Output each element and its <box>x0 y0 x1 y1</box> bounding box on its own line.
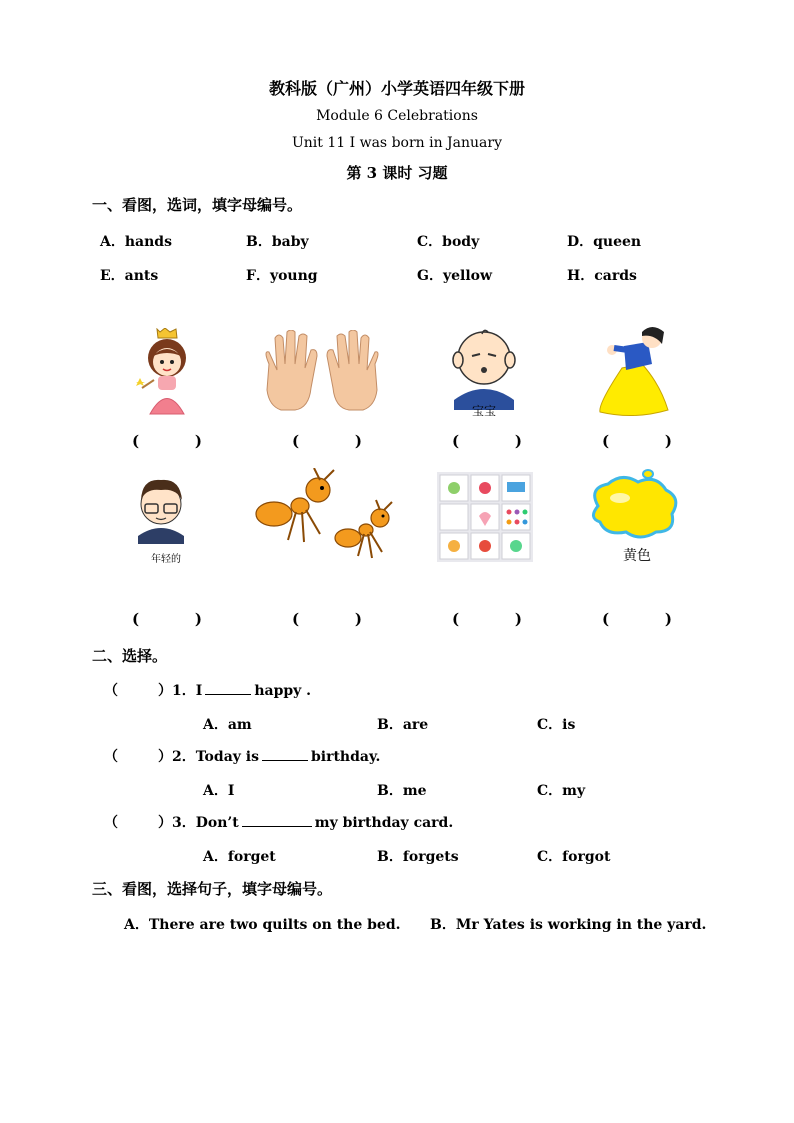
question-stem-post: happy . <box>254 683 312 699</box>
cards-icon <box>437 472 533 562</box>
young-caption: 年轻的 <box>151 554 181 565</box>
question-2 <box>104 746 380 766</box>
answer-blank-5[interactable]: ( ) <box>132 610 202 628</box>
ants-icon <box>248 468 398 564</box>
section3-heading: 三、看图，选择句子，填字母编号。 <box>92 880 333 898</box>
answer-blank-4[interactable]: ( ) <box>602 432 672 450</box>
q3-option-a[interactable]: A．forget <box>203 849 276 865</box>
question-stem-pre: I <box>195 683 203 699</box>
question-number: ）1． <box>158 683 196 699</box>
question-stem-pre: Today is <box>195 749 259 765</box>
answer-blank-1[interactable]: ( ) <box>132 432 202 450</box>
q3-option-c[interactable]: C．forgot <box>537 849 611 865</box>
q1-option-c[interactable]: C．is <box>537 717 576 733</box>
sentence-a: A．There are two quilts on the bed. <box>124 917 401 933</box>
baby-caption: 宝宝 <box>471 404 496 418</box>
yellow-paint-icon <box>586 468 682 546</box>
answer-blank-7[interactable]: ( ) <box>452 610 522 628</box>
unit-title: Unit 11 I was born in January <box>291 135 502 151</box>
question-number: ）3． <box>158 815 196 831</box>
question-stem-post: birthday. <box>310 749 381 765</box>
q2-option-a[interactable]: A．I <box>203 783 235 799</box>
option-f: F．young <box>246 268 318 284</box>
yellow-caption: 黄色 <box>623 548 651 564</box>
section2-heading: 二、选择。 <box>92 647 168 665</box>
question-blank[interactable] <box>205 682 251 695</box>
option-h: H．cards <box>567 268 637 284</box>
question-paren-open[interactable]: （ <box>104 749 118 765</box>
q2-option-c[interactable]: C．my <box>537 783 586 799</box>
q2-option-b[interactable]: B．me <box>377 783 427 799</box>
question-paren-open[interactable]: （ <box>104 683 118 699</box>
worksheet-title: 教科版（广州）小学英语四年级下册 <box>268 79 525 98</box>
princess-icon <box>120 328 210 420</box>
answer-blank-6[interactable]: ( ) <box>292 610 362 628</box>
answer-blank-8[interactable]: ( ) <box>602 610 672 628</box>
snow-white-icon <box>594 324 674 420</box>
module-title: Module 6 Celebrations <box>316 108 478 124</box>
q1-option-b[interactable]: B．are <box>377 717 429 733</box>
q3-option-b[interactable]: B．forgets <box>377 849 459 865</box>
question-3 <box>104 812 453 832</box>
young-boy-icon <box>132 474 190 550</box>
question-number: ）2． <box>158 749 196 765</box>
option-g: G．yellow <box>417 268 493 284</box>
answer-blank-3[interactable]: ( ) <box>452 432 522 450</box>
option-a: A．hands <box>100 234 172 250</box>
option-b: B．baby <box>246 234 309 250</box>
question-blank[interactable] <box>242 814 312 827</box>
question-stem-pre: Don’t <box>195 815 239 831</box>
answer-blank-2[interactable]: ( ) <box>292 432 362 450</box>
section1-heading: 一、看图，选词，填字母编号。 <box>92 196 303 214</box>
lesson-title: 第 3 课时 习题 <box>346 164 448 182</box>
q1-option-a[interactable]: A．am <box>203 717 252 733</box>
question-1 <box>104 680 311 700</box>
question-blank[interactable] <box>262 748 308 761</box>
question-stem-post: my birthday card. <box>314 815 454 831</box>
option-d: D．queen <box>567 234 642 250</box>
option-e: E．ants <box>100 268 159 284</box>
hands-icon <box>255 330 389 414</box>
question-paren-open[interactable]: （ <box>104 815 118 831</box>
option-c: C．body <box>417 234 480 250</box>
sentence-b: B．Mr Yates is working in the yard. <box>430 917 707 933</box>
